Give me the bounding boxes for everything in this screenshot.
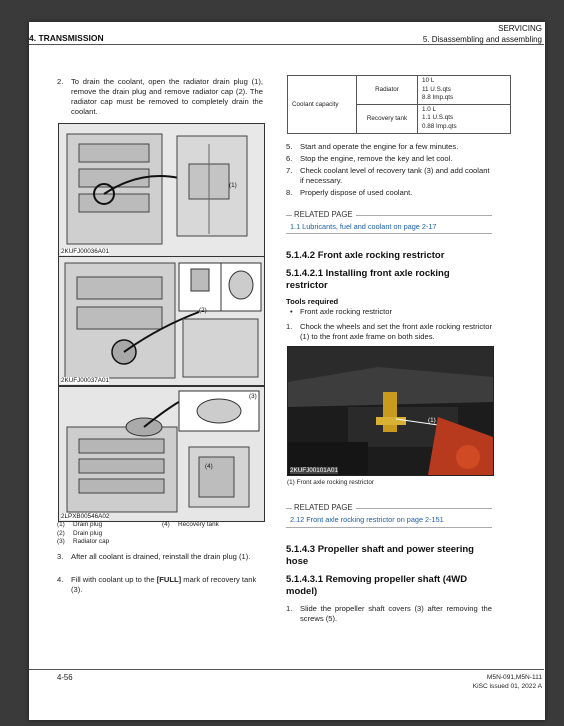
figure-caption: (1) Front axle rocking restrictor [287, 479, 375, 486]
tools-required-label: Tools required [286, 297, 339, 306]
legend-item: (1) Drain plug [57, 521, 103, 528]
tractor-photo [288, 347, 493, 475]
table-cell: Radiator [357, 76, 418, 105]
callout-1: (1) [428, 417, 436, 424]
figure-code: 2KUFJ00101A01 [290, 467, 338, 474]
related-link-rocking-restrictor[interactable]: 2.12 Front axle rocking restrictor on page 2-151 [290, 515, 444, 524]
figure-code: 2LPXB00546A02 [61, 513, 110, 520]
engine-illustration [59, 257, 264, 385]
related-link-lubricants[interactable]: 1.1 Lubricants, fuel and coolant on page 2-17 [290, 222, 437, 231]
related-page-label: RELATED PAGE [294, 210, 353, 219]
figure-radiator-cap-recovery-tank [58, 386, 265, 522]
heading-5143: 5.1.4.3 Propeller shaft and power steering hose [286, 544, 474, 567]
header-right [423, 23, 542, 45]
step-number: 3. [57, 552, 64, 561]
step-text: To drain the coolant, open the radiator drain plug (1), remove the drain plug and remove radiator cap (2). The radiator cap must be removed to completely drain the coolant. [71, 77, 263, 116]
engine-illustration [59, 387, 264, 521]
table-cell: 10 L 11 U.S.qts 8.8 Imp.qts [418, 76, 511, 105]
heading-51431: 5.1.4.3.1 Removing propeller shaft (4WD model) [286, 574, 468, 597]
step-5: 5. Start and operate the engine for a few minutes. [286, 142, 459, 151]
step-2 [57, 77, 263, 117]
table-cell: Recovery tank [357, 104, 418, 133]
figure-code: 2KUFJ00036A01 [61, 248, 109, 255]
legend-item: (4) Recovery tank [162, 521, 219, 528]
callout-2: (2) [199, 307, 207, 314]
figure-code: 2KUFJ00037A01 [61, 377, 109, 384]
legend-col-1 [57, 521, 157, 547]
step-3 [57, 552, 263, 562]
step-number: 2. [57, 77, 64, 86]
step-7: 7. Check coolant level of recovery tank (3) and add coolant if necessary. [286, 166, 490, 185]
section-title: 4. TRANSMISSION [29, 33, 104, 43]
callout-4: (4) [205, 463, 213, 470]
engine-illustration [59, 124, 264, 256]
step-1-restrictor: 1. Chock the wheels and set the front axle rocking restrictor (1) to the front axle frame on both sides. [286, 322, 492, 341]
heading-51421: 5.1.4.2.1 Installing front axle rocking restrictor [286, 268, 450, 291]
legend-item: (3) Radiator cap [57, 538, 110, 546]
footer-divider [29, 669, 544, 670]
step-text: Fill with coolant up to the [FULL] mark of recovery tank (3). [71, 575, 257, 594]
table-cell: 1.0 L 1.1 U.S.qts 0.88 Imp.qts [418, 104, 511, 133]
step-4 [57, 575, 263, 595]
step-text: After all coolant is drained, reinstall the drain plug (1). [71, 552, 251, 561]
related-divider [286, 508, 292, 509]
related-divider [356, 508, 492, 509]
legend-item: (2) Drain plug [57, 529, 103, 537]
figure-drain-plug-2 [58, 256, 265, 386]
related-page-label: RELATED PAGE [294, 503, 353, 512]
legend-col-2 [162, 521, 262, 530]
callout-1: (1) [229, 182, 237, 189]
coolant-capacity-table [287, 75, 511, 134]
steps-5-8 [286, 142, 492, 198]
heading-5142: 5.1.4.2 Front axle rocking restrictor [286, 250, 445, 261]
issue-info: KiSC issued 01, 2022 A [472, 682, 542, 690]
subsection-title: 5. Disassembling and assembling [422, 35, 542, 44]
page-number: 4-56 [57, 673, 73, 682]
callout-3: (3) [249, 393, 257, 400]
category-title: SERVICING [498, 24, 542, 33]
model-number: M5N-091,M5N-111 [486, 674, 542, 681]
related-divider [286, 215, 292, 216]
footer-model [473, 674, 542, 691]
table-row [288, 76, 511, 105]
related-divider [356, 215, 492, 216]
step-number: 4. [57, 575, 64, 584]
figure-radiator-drain-plug [58, 123, 265, 257]
tools-item: • Front axle rocking restrictor [290, 307, 392, 316]
table-label: Coolant capacity [288, 76, 357, 134]
related-divider [286, 527, 492, 528]
related-divider [286, 233, 492, 234]
step-1-propeller: 1. Slide the propeller shaft covers (3) after removing the screws (5). [286, 604, 492, 623]
step-6: 6. Stop the engine, remove the key and let cool. [286, 154, 453, 163]
photo-front-axle-rocking-restrictor [287, 346, 494, 476]
header-divider [29, 44, 544, 45]
step-8: 8. Properly dispose of used coolant. [286, 188, 413, 197]
